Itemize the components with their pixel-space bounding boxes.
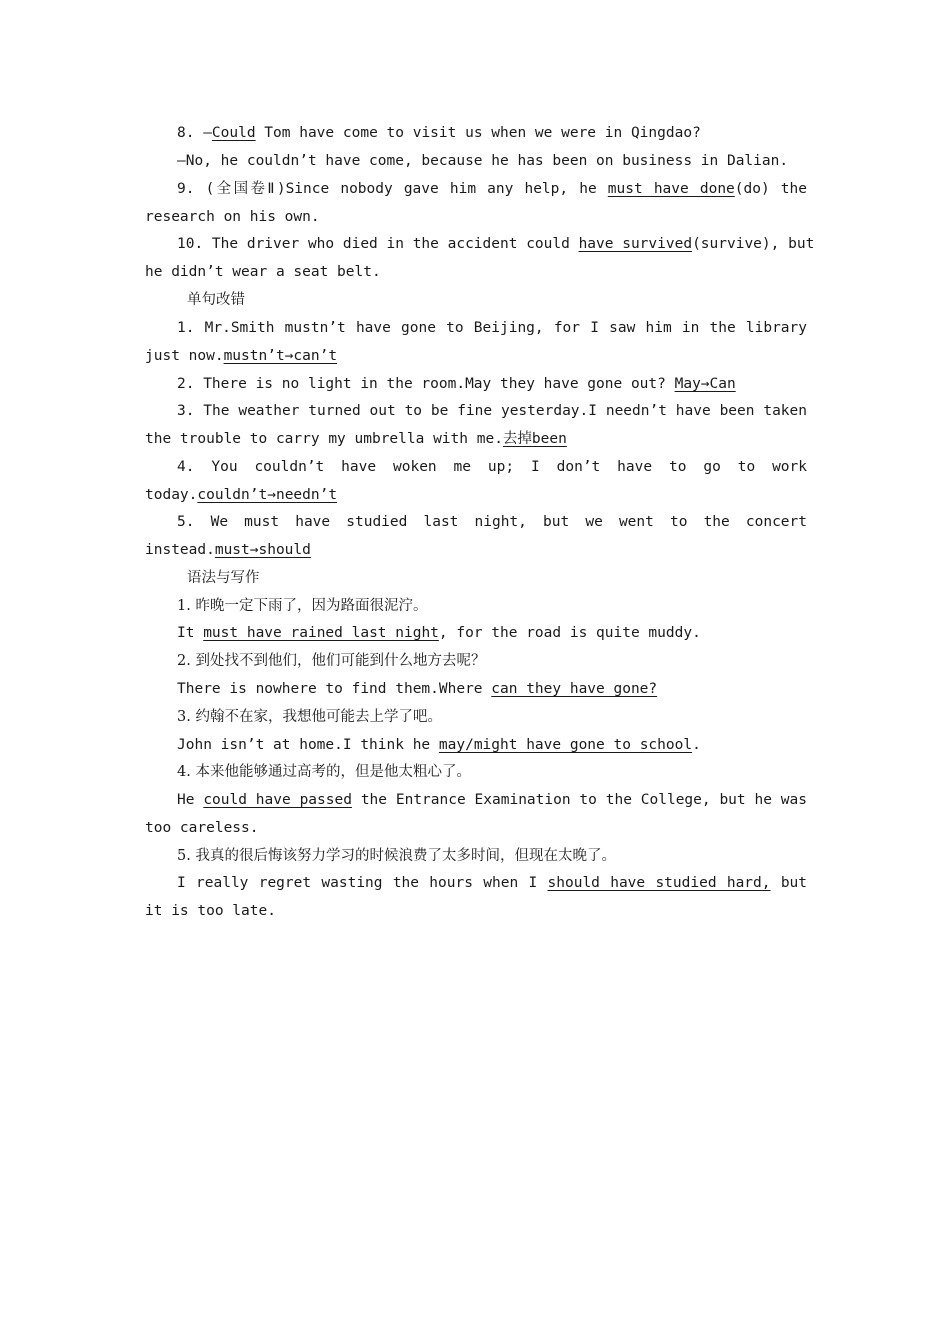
writing-1-answer: It must have rained last night, for the road is quite muddy.	[177, 625, 701, 641]
answer-blank: must have done	[607, 181, 735, 197]
section-heading-grammar-writing: 语法与写作	[187, 570, 260, 586]
answer-blank: may/might have gone to school	[438, 737, 693, 753]
q8-line: 8. —Could Tom have come to visit us when we were in Qingdao?	[177, 125, 701, 141]
correction-2-line: 2. There is no light in the room.May they have gone out? May→Can	[177, 376, 736, 392]
q9-continuation: research on his own.	[145, 209, 320, 225]
q10-line: 10. The driver who died in the accident could have survived(survive), but	[177, 236, 815, 252]
correction-1-continuation: just now.mustn’t→can’t	[145, 348, 338, 364]
correction-1-line: 1. Mr.Smith mustn’t have gone to Beijing, for I saw him in the library	[177, 320, 807, 336]
q10-continuation: he didn’t wear a seat belt.	[145, 264, 381, 280]
correction-answer: 去掉been	[502, 431, 567, 447]
answer-blank: can they have gone?	[491, 681, 658, 697]
correction-answer: must→should	[214, 542, 311, 558]
writing-1-prompt: 1. 昨晚一定下雨了，因为路面很泥泞。	[177, 598, 428, 614]
answer-blank: Could	[211, 125, 256, 141]
answer-blank: must have rained last night	[203, 625, 439, 641]
correction-answer: May→Can	[674, 376, 736, 392]
writing-3-prompt: 3. 约翰不在家，我想他可能去上学了吧。	[177, 709, 442, 725]
writing-5-answer: I really regret wasting the hours when I should have studied hard, but	[177, 875, 808, 891]
correction-5-line: 5. We must have studied last night, but we went to the concert	[177, 514, 807, 530]
writing-5-prompt: 5. 我真的很后悔该努力学习的时候浪费了太多时间，但现在太晚了。	[177, 848, 616, 864]
correction-5-continuation: instead.must→should	[145, 542, 311, 558]
correction-3-continuation: the trouble to carry my umbrella with me.去掉been	[145, 431, 567, 447]
answer-blank: could have passed	[203, 792, 352, 808]
writing-2-prompt: 2. 到处找不到他们，他们可能到什么地方去呢？	[177, 653, 486, 669]
section-heading-error-correction: 单句改错	[187, 292, 245, 308]
correction-4-continuation: today.couldn’t→needn’t	[145, 487, 338, 503]
answer-blank: should have studied hard,	[547, 875, 771, 891]
writing-5-continuation: it is too late.	[145, 903, 276, 919]
correction-answer: couldn’t→needn’t	[197, 487, 338, 503]
q9-line: 9. (全国卷Ⅱ)Since nobody gave him any help, he must have done(do) the	[177, 181, 808, 197]
correction-3-line: 3. The weather turned out to be fine yesterday.I needn’t have been taken	[177, 403, 807, 419]
writing-3-answer: John isn’t at home.I think he may/might have gone to school.	[177, 737, 701, 753]
writing-2-answer: There is nowhere to find them.Where can they have gone?	[177, 681, 658, 697]
correction-answer: mustn’t→can’t	[223, 348, 338, 364]
writing-4-continuation: too careless.	[145, 820, 259, 836]
correction-4-line: 4. You couldn’t have woken me up; I don’t have to go to work	[177, 459, 807, 475]
answer-blank: have survived	[578, 236, 693, 252]
q8-response-line: —No, he couldn’t have come, because he has been on business in Dalian.	[177, 153, 789, 169]
writing-4-prompt: 4. 本来他能够通过高考的，但是他太粗心了。	[177, 764, 471, 780]
writing-4-answer: He could have passed the Entrance Examination to the College, but he was	[177, 792, 807, 808]
